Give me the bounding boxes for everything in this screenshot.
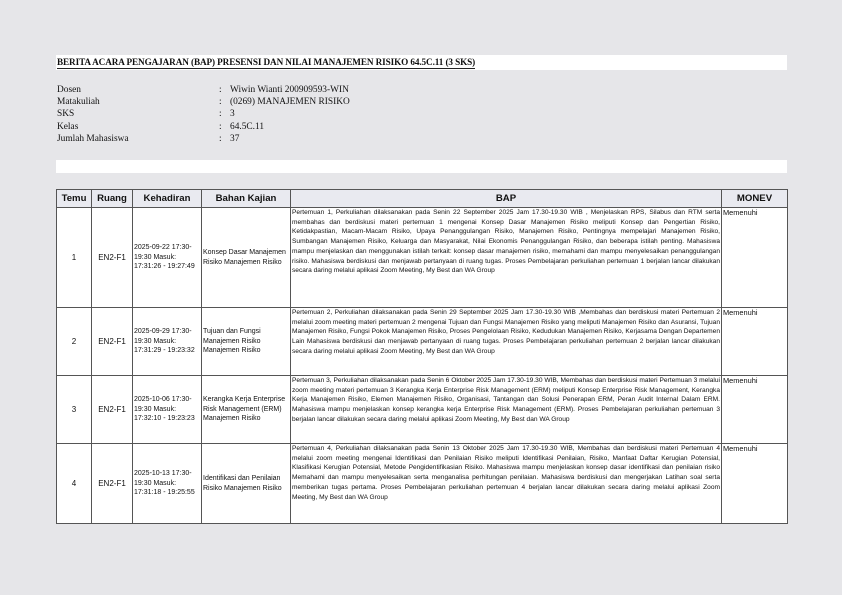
cell-ruang: EN2-F1 (92, 208, 133, 308)
cell-bahan-kajian: Konsep Dasar Manajemen Risiko Manajemen Risiko (202, 208, 291, 308)
cell-kehadiran: 2025-09-22 17:30-19:30 Masuk: 17:31:26 - 19:27:49 (133, 208, 202, 308)
cell-bap: Pertemuan 2, Perkuliahan dilaksanakan pada Senin 29 September 2025 Jam 17.30-19.30 WIB ,Membahas dan berdiskusi materi Pertemuan 2 melalui zoom meeting materi pertemuan 2 mengenai Tujuan dan Fungsi Manajemen Risiko yang meliputi Manajemen Risiko dan Asuransi, Tujuan Manajemen Risiko, Fungsi Pokok Manajemen Risiko, Proses Pengelolaan Risiko, Kedudukan Manajemen Risiko, Kerjasama Dengan Departemen Lain Mahasiswa berdiskusi dan menjawab pertanyaan di ruang tugas. Proses Pembelajaran perkuliahan pertemuan 2 berjalan lancar dilakukan secara daring melalui aplikasi Zoom Meeting, My Best dan WA Group (291, 308, 722, 376)
info-value: 64.5C.11 (230, 121, 265, 132)
cell-monev: Memenuhi (722, 444, 788, 524)
cell-kehadiran: 2025-09-29 17:30-19:30 Masuk: 17:31:29 - 19:23:32 (133, 308, 202, 376)
info-value: Wiwin Wianti 200909593-WIN (230, 85, 349, 95)
info-colon: : (219, 133, 222, 144)
table-row (57, 308, 788, 376)
cell-bahan-kajian: Tujuan dan Fungsi Manajemen Risiko Manajemen Risiko (202, 308, 291, 376)
cell-temu: 3 (57, 376, 92, 444)
cell-monev: Memenuhi (722, 376, 788, 444)
info-row-kelas (57, 121, 350, 133)
cell-bap: Pertemuan 1, Perkuliahan dilaksanakan pada Senin 22 September 2025 Jam 17.30-19.30 WIB , Menjelaskan RPS, Silabus dan RTM serta membahas dan berdiskusi materi pertemuan 1 mengenai Konsep Dasar Manajemen Risiko meliputi Konsep dan Pengertian Risiko, Ketidakpastian, Macam-Macam Risiko, Upaya Penanggulangan Risiko, Manajemen Risiko, Pentingnya mempelajari Manajemen Risiko, Sumbangan Manajemen Risiko, Keluarga dan Masyarakat, Nilai Ekonomis Penanggulangan Risiko, dan beberapa istilah penting. Mahasiswa mampu menjelaskan dan menggunakan istilah terkait: konsep dasar manajemen risiko, memahami dan mampu menyelesaikan penanggulangan risiko. Mahasiswa berdiskusi dan menjawab pertanyaan di ruang tugas. Proses Pembelajaran perkuliahan pertemuan 1 berjalan lancar dilakukan secara daring melalui aplikasi Zoom Meeting, My Best dan WA Group (291, 208, 722, 308)
info-value: (0269) MANAJEMEN RISIKO (230, 97, 350, 108)
page-title: BERITA ACARA PENGAJARAN (BAP) PRESENSI DAN NILAI MANAJEMEN RISIKO 64.5C.11 (3 SKS) (57, 57, 476, 67)
info-row-sks (57, 108, 350, 120)
cell-monev: Memenuhi (722, 208, 788, 308)
cell-temu: 4 (57, 444, 92, 524)
cell-bahan-kajian: Kerangka Kerja Enterprise Risk Management (ERM) Manajemen Risiko (202, 376, 291, 444)
table-header-row (57, 190, 788, 208)
course-info (57, 84, 350, 145)
header-ruang: Ruang (92, 190, 133, 208)
info-label: Kelas (57, 121, 79, 132)
bap-table (56, 189, 788, 524)
info-label: Jumlah Mahasiswa (57, 133, 129, 144)
table-row (57, 208, 788, 308)
info-row-dosen (57, 84, 350, 96)
spacer-bar (56, 160, 787, 173)
header-bahan-kajian: Bahan Kajian (202, 190, 291, 208)
cell-kehadiran: 2025-10-06 17:30-19:30 Masuk: 17:32:10 - 19:23:23 (133, 376, 202, 444)
info-colon: : (219, 97, 222, 108)
cell-temu: 2 (57, 308, 92, 376)
cell-ruang: EN2-F1 (92, 376, 133, 444)
cell-kehadiran: 2025-10-13 17:30-19:30 Masuk: 17:31:18 - 19:25:55 (133, 444, 202, 524)
cell-monev: Memenuhi (722, 308, 788, 376)
header-bap: BAP (291, 190, 722, 208)
info-label: Matakuliah (57, 97, 100, 108)
cell-ruang: EN2-F1 (92, 308, 133, 376)
cell-temu: 1 (57, 208, 92, 308)
header-temu: Temu (57, 190, 92, 208)
cell-bahan-kajian: Identifikasi dan Penilaian Risiko Manajemen Risiko (202, 444, 291, 524)
info-label: Dosen (57, 85, 81, 95)
info-value: 37 (230, 133, 240, 144)
info-row-matakuliah (57, 96, 350, 108)
table-row (57, 444, 788, 524)
cell-bap: Pertemuan 3, Perkuliahan dilaksanakan pada Senin 6 Oktober 2025 Jam 17.30-19.30 WIB, Membahas dan berdiskusi materi Pertemuan 3 melalui zoom meeting materi pertemuan 3 Kerangka Kerja Enterprise Risk Management (ERM) meliputi Konsep Enterprise Risk Management, Kerangka Kerja Manajemen Risiko, Elemen Manajemen Risiko, Organisasi, Tantangan dan Solusi Penerapan ERM, Peran Audit Internal Dalam ERM. Mahasiswa mampu menjelaskan konsep kerangka kerja Enterprise Risk Management (ERM). Proses Pembelajaran perkuliahan pertemuan 3 berjalan lancar dilakukan secara daring melalui aplikasi Zoom Meeting, My Best dan WA Group (291, 376, 722, 444)
cell-bap: Pertemuan 4, Perkuliahan dilaksanakan pada Senin 13 Oktober 2025 Jam 17.30-19.30 WIB, Membahas dan berdiskusi materi Pertemuan 4 melalui zoom meeting mengenai Identifikasi dan Penilaian Risiko meliputi Identifikasi Penilaian, Risiko, Manfaat Daftar Kerugian Potensial, Klasifikasi Kerugian Potensial, Metode Pengidentifikasian Risiko. Mahasiswa mampu menjelaskan konsep dasar identifikasi dan penilaian risiko Memahami dan mampu menyelesaikan serta menganalisa perhitungan penilaian. Mahasiswa berdiskusi dan mengerjakan Latihan soal serta memberikan tugas pertama. Proses Pembelajaran perkuliahan pertemuan 4 berjalan lancar dilakukan secara daring melalui aplikasi Zoom Meeting, My Best dan WA Group (291, 444, 722, 524)
info-colon: : (219, 109, 222, 120)
info-colon: : (219, 85, 222, 95)
header-kehadiran: Kehadiran (133, 190, 202, 208)
info-value: 3 (230, 109, 235, 120)
info-label: SKS (57, 109, 75, 120)
cell-ruang: EN2-F1 (92, 444, 133, 524)
info-row-jumlah-mahasiswa (57, 133, 350, 145)
header-monev: MONEV (722, 190, 788, 208)
info-colon: : (219, 121, 222, 132)
table-row (57, 376, 788, 444)
